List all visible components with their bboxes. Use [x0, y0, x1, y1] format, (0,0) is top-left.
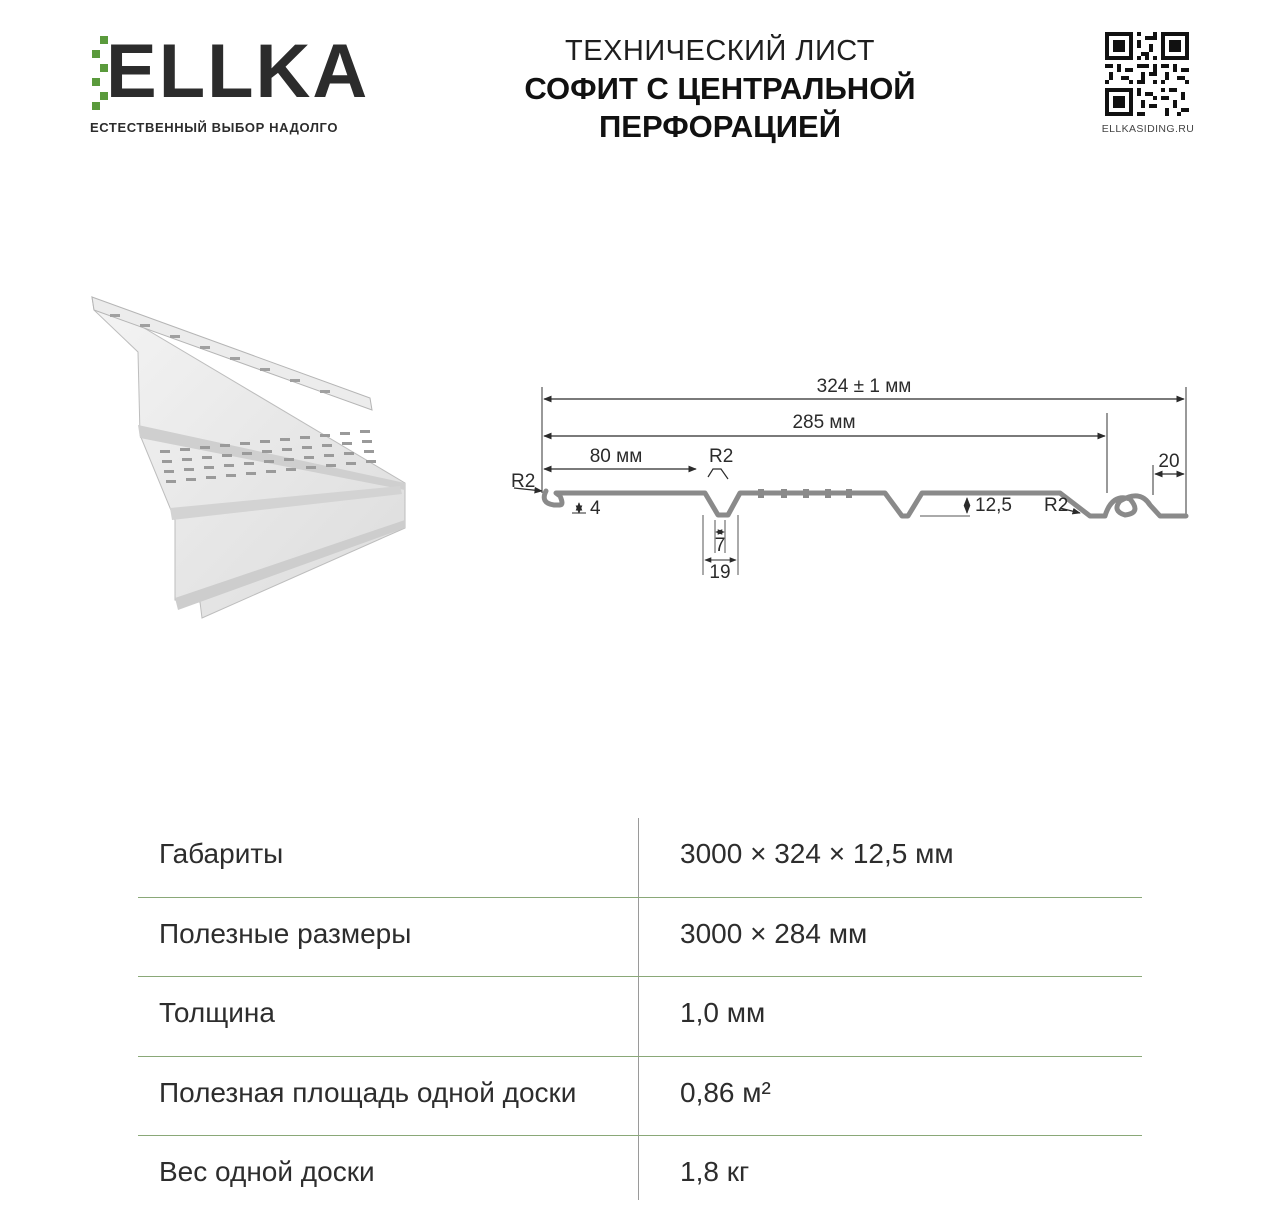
dim-7-label: 7 — [714, 535, 726, 556]
spec-value: 1,0 мм — [680, 997, 766, 1028]
table-row — [138, 977, 1142, 1057]
dim-total-label: 324 ± 1 мм — [816, 376, 912, 397]
brand-logo — [88, 30, 368, 140]
table-row — [138, 1136, 1142, 1215]
spec-value: 0,86 м² — [680, 1076, 771, 1108]
spec-value: 3000 × 284 мм — [680, 917, 868, 949]
dim-12-5-label: 12,5 — [975, 495, 1012, 516]
spec-label: Толщина — [159, 997, 275, 1028]
logo-text: ELLKA — [106, 29, 370, 114]
title-main-line1: СОФИТ С ЦЕНТРАЛЬНОЙ — [524, 71, 916, 106]
dim-4-label: 4 — [590, 498, 601, 519]
table-row — [138, 898, 1142, 978]
r2-right-label: R2 — [1044, 495, 1069, 516]
specs-table — [138, 818, 1142, 1215]
r2-left-label: R2 — [511, 471, 536, 492]
website-caption[interactable]: ELLKASIDING.RU — [1101, 123, 1195, 135]
dim-useful-label: 285 мм — [792, 412, 856, 433]
dim-80-label: 80 мм — [589, 446, 643, 467]
soffit-panel-illustration — [80, 280, 420, 625]
spec-label: Габариты — [159, 838, 284, 869]
r2-middle-label: R2 — [709, 446, 734, 467]
dim-19-label: 19 — [709, 562, 731, 583]
title-subtitle: ТЕХНИЧЕСКИЙ ЛИСТ — [564, 35, 875, 67]
profile-outline — [544, 491, 1186, 516]
table-row — [138, 818, 1142, 898]
logo-tagline: ЕСТЕСТВЕННЫЙ ВЫБОР НАДОЛГО — [90, 120, 339, 135]
table-row — [138, 1057, 1142, 1137]
title-main-line2: ПЕРФОРАЦИЕЙ — [598, 109, 842, 144]
spec-label: Вес одной доски — [159, 1156, 375, 1187]
spec-label: Полезные размеры — [159, 917, 412, 949]
spec-value: 1,8 кг — [680, 1156, 750, 1187]
spec-value: 3000 × 324 × 12,5 мм — [680, 838, 954, 869]
document-title — [470, 32, 970, 146]
qr-code-icon[interactable] — [1105, 32, 1189, 116]
profile-drawing — [500, 365, 1200, 590]
spec-label: Полезная площадь одной доски — [159, 1076, 577, 1108]
dim-20-label: 20 — [1158, 451, 1180, 472]
